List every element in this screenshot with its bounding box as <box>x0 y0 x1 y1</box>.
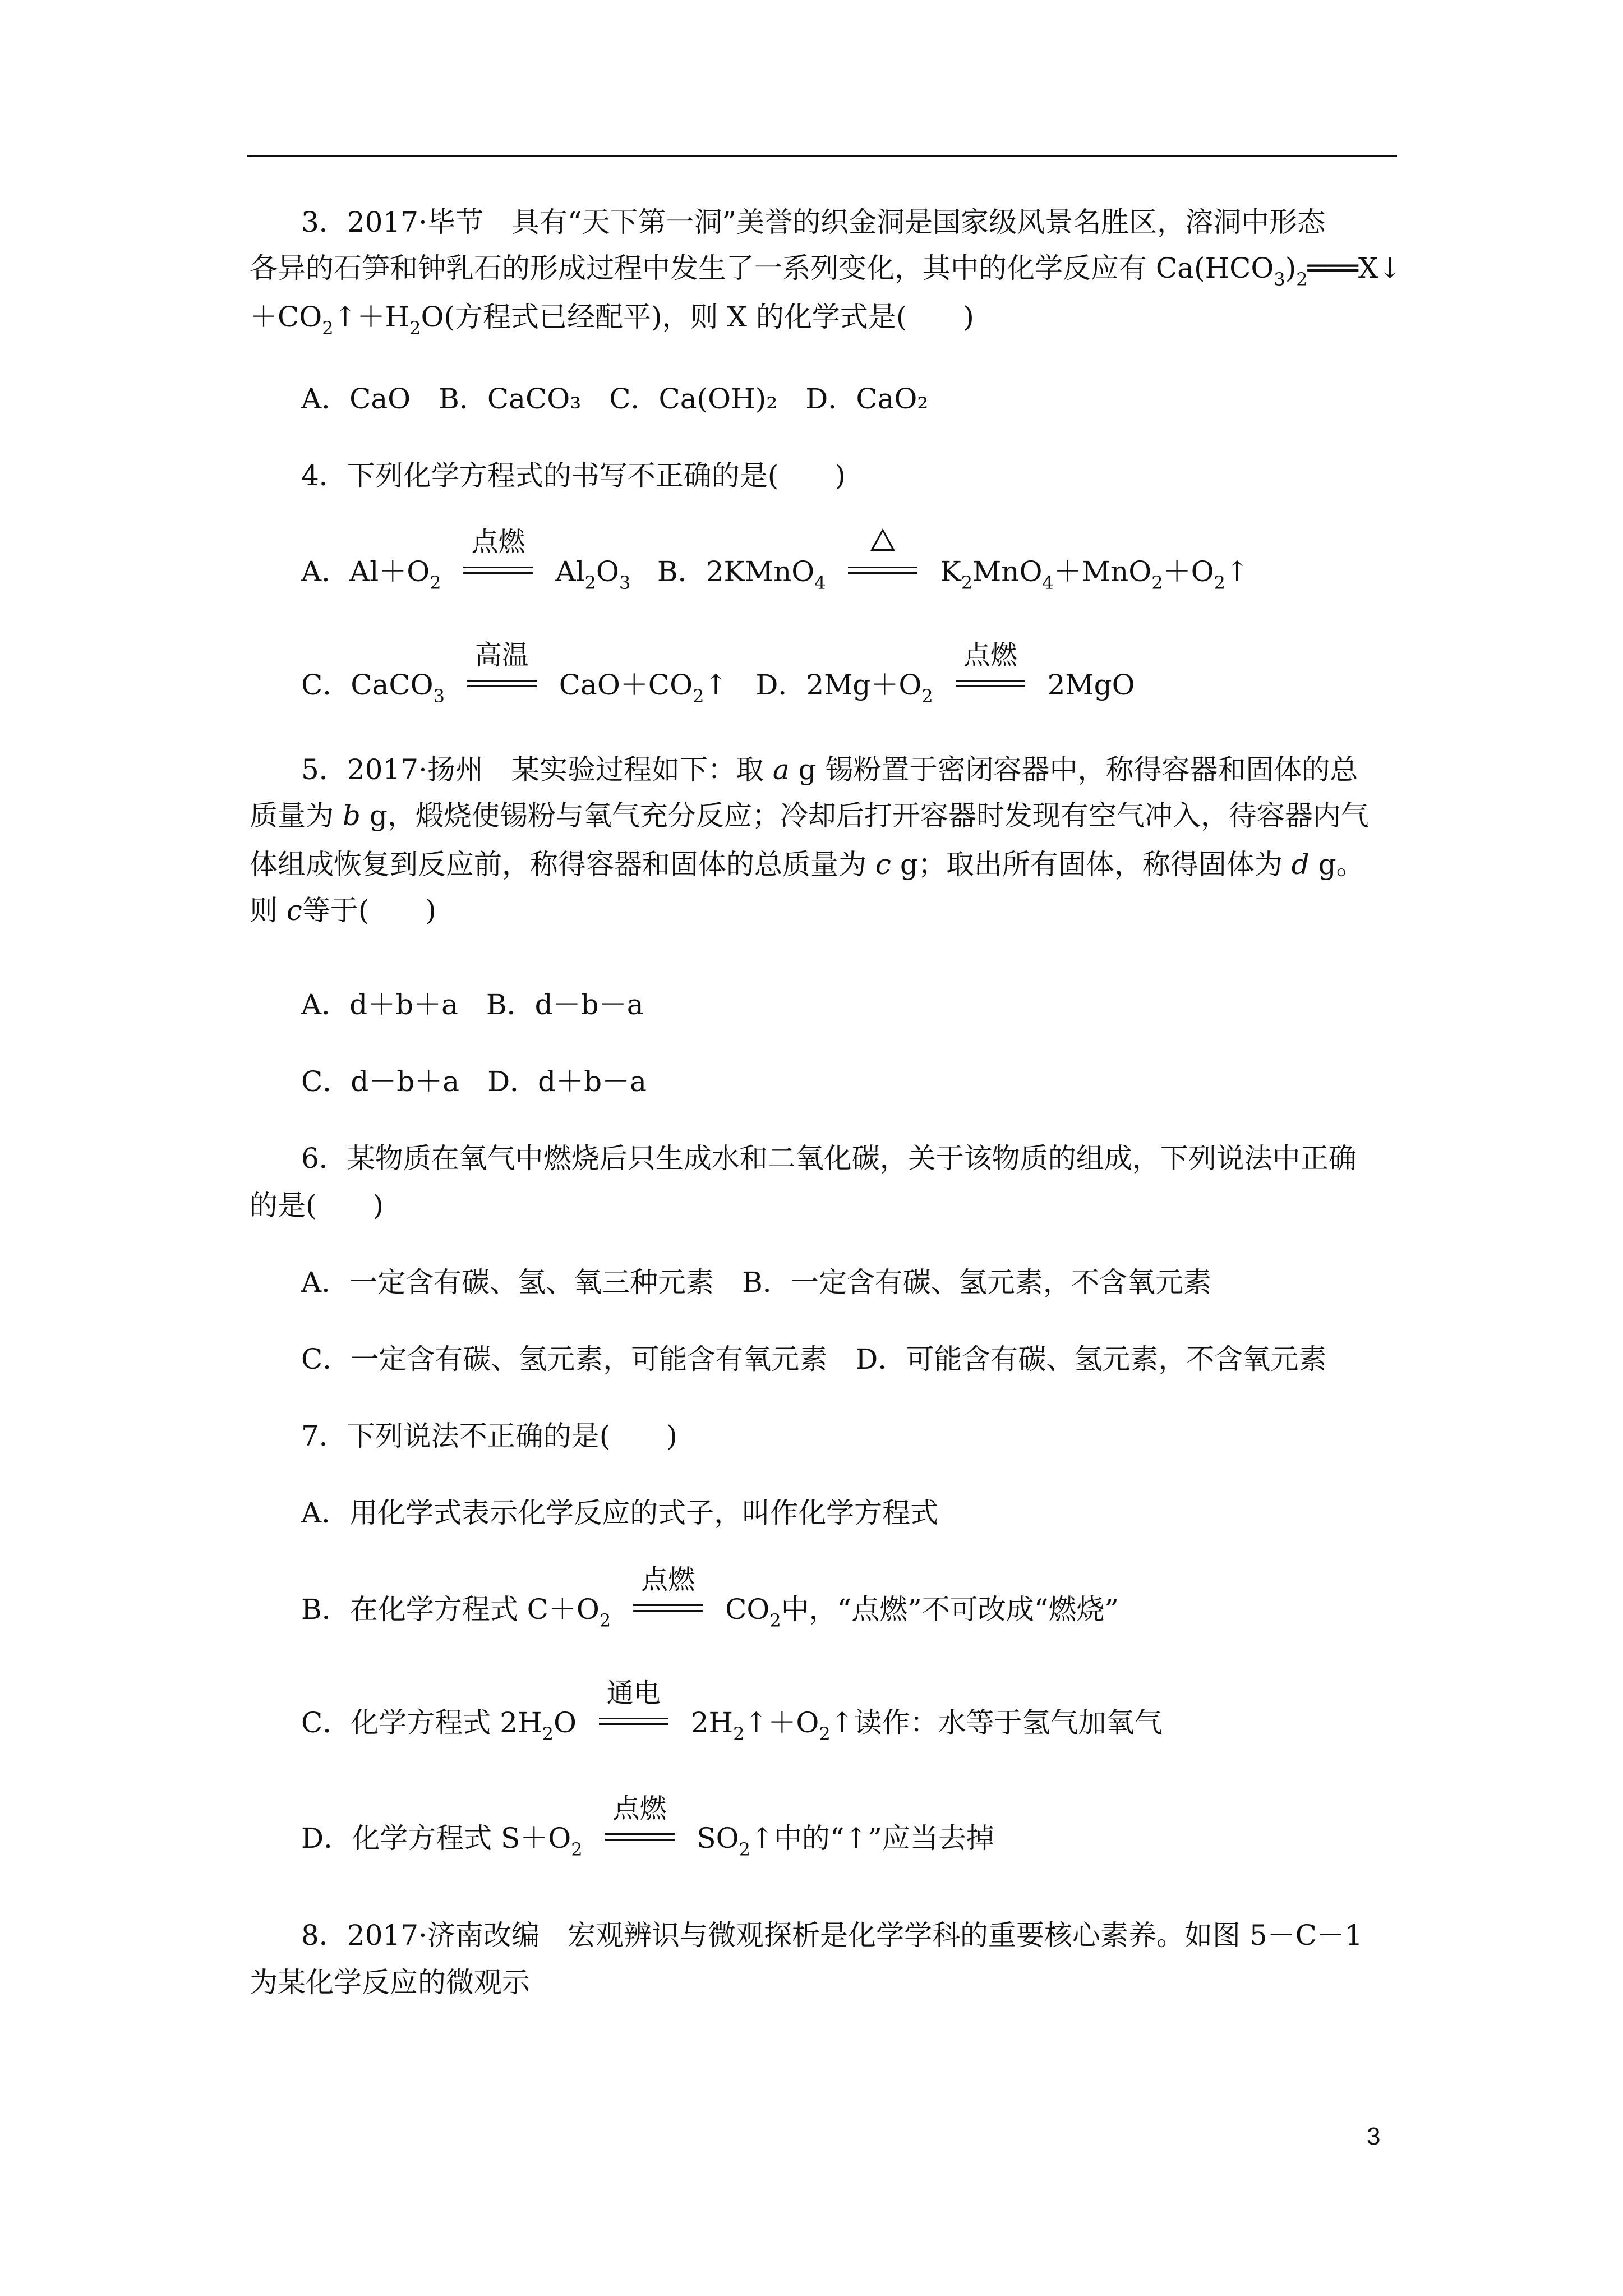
q6-options-ab: A．一定含有碳、氢、氧三种元素 B．一定含有碳、氢元素，不含氧元素 <box>301 1266 1211 1299</box>
q3-line2: 各异的石笋和钟乳石的形成过程中发生了一系列变化，其中的化学反应有 $Ca(HCO_3)_2═══X↓$ <box>250 252 1402 290</box>
q7-option-c: C．化学方程式 $2H_2O$ 通电 $2H_2↑+O_2↑$读作：水等于氢气加氧气 <box>301 1677 1163 1745</box>
q5-line2: 质量为 b g，煅烧使锡粉与氧气充分反应；冷却后打开容器时发现有空气冲入，待容器内气 <box>250 799 1369 832</box>
q5-line1: 5．2017·扬州 某实验过程如下：取 a g 锡粉置于密闭容器中，称得容器和固体的总 <box>301 753 1358 786</box>
q6-line1: 6．某物质在氧气中燃烧后只生成水和二氧化碳，关于该物质的组成，下列说法中正确 <box>301 1142 1357 1175</box>
q4-option-cd: C．CaCO$_3$ 高温 $CaO+CO_2↑$ D．$2Mg+O_2$ 点燃 2MgO <box>301 639 1135 707</box>
q3-line3: $+CO_2↑+H_2O$(方程式已经配平)，则 X 的化学式是( ) <box>250 301 974 339</box>
equation-condition-sign: 点燃 <box>601 1821 679 1852</box>
equation-condition-sign: 点燃 <box>459 554 537 586</box>
page-number: 3 <box>1367 2123 1381 2150</box>
q5-options-cd: C．d－b＋a D．d＋b－a <box>301 1065 647 1098</box>
q7-option-b: B．在化学方程式 $C+O_2$ 点燃 $CO_2$中，“点燃”不可改成“燃烧” <box>301 1564 1119 1631</box>
q5-options-ab: A．d＋b＋a B．d－b－a <box>301 988 644 1021</box>
equation-condition-sign: 点燃 <box>951 668 1030 699</box>
q5-line4: 则 c等于( ) <box>250 894 436 927</box>
q8-line1: 8．2017·济南改编 宏观辨识与微观探析是化学学科的重要核心素养。如图 5－C－1 <box>301 1919 1363 1952</box>
q4-stem: 4．下列化学方程式的书写不正确的是( ) <box>301 459 846 492</box>
equation-condition-sign: 点燃 <box>629 1592 707 1623</box>
q3-options: A．CaO B．CaCO₃ C．Ca(OH)₂ D．CaO₂ <box>301 383 929 415</box>
equation-condition-sign: 高温 <box>463 668 541 699</box>
header-rule <box>247 155 1397 157</box>
heating-sign <box>843 554 922 586</box>
q7-stem: 7．下列说法不正确的是( ) <box>301 1420 677 1452</box>
q4-option-ab: A．$Al+O_2$ 点燃 $Al_2O_3$ B．2KMnO$_4$ $K_2MnO_4+MnO_2+O_2↑$ <box>301 526 1249 593</box>
equation-condition-sign: 通电 <box>594 1705 673 1737</box>
q6-line2: 的是( ) <box>250 1189 384 1222</box>
q7-option-a: A．用化学式表示化学反应的式子，叫作化学方程式 <box>301 1497 939 1529</box>
q5-line3: 体组成恢复到反应前，称得容器和固体的总质量为 c g；取出所有固体，称得固体为 d g。 <box>250 848 1364 881</box>
q6-options-cd: C．一定含有碳、氢元素，可能含有氧元素 D．可能含有碳、氢元素，不含氧元素 <box>301 1343 1327 1375</box>
q7-option-d: D．化学方程式 $S+O_2$ 点燃 $SO_2↑$中的“↑”应当去掉 <box>301 1793 994 1860</box>
q8-line2: 为某化学反应的微观示 <box>250 1966 530 1999</box>
q3-line1: 3．2017·毕节 具有“天下第一洞”美誉的织金洞是国家级风景名胜区，溶洞中形态 <box>301 206 1326 238</box>
triangle-icon <box>870 528 895 551</box>
